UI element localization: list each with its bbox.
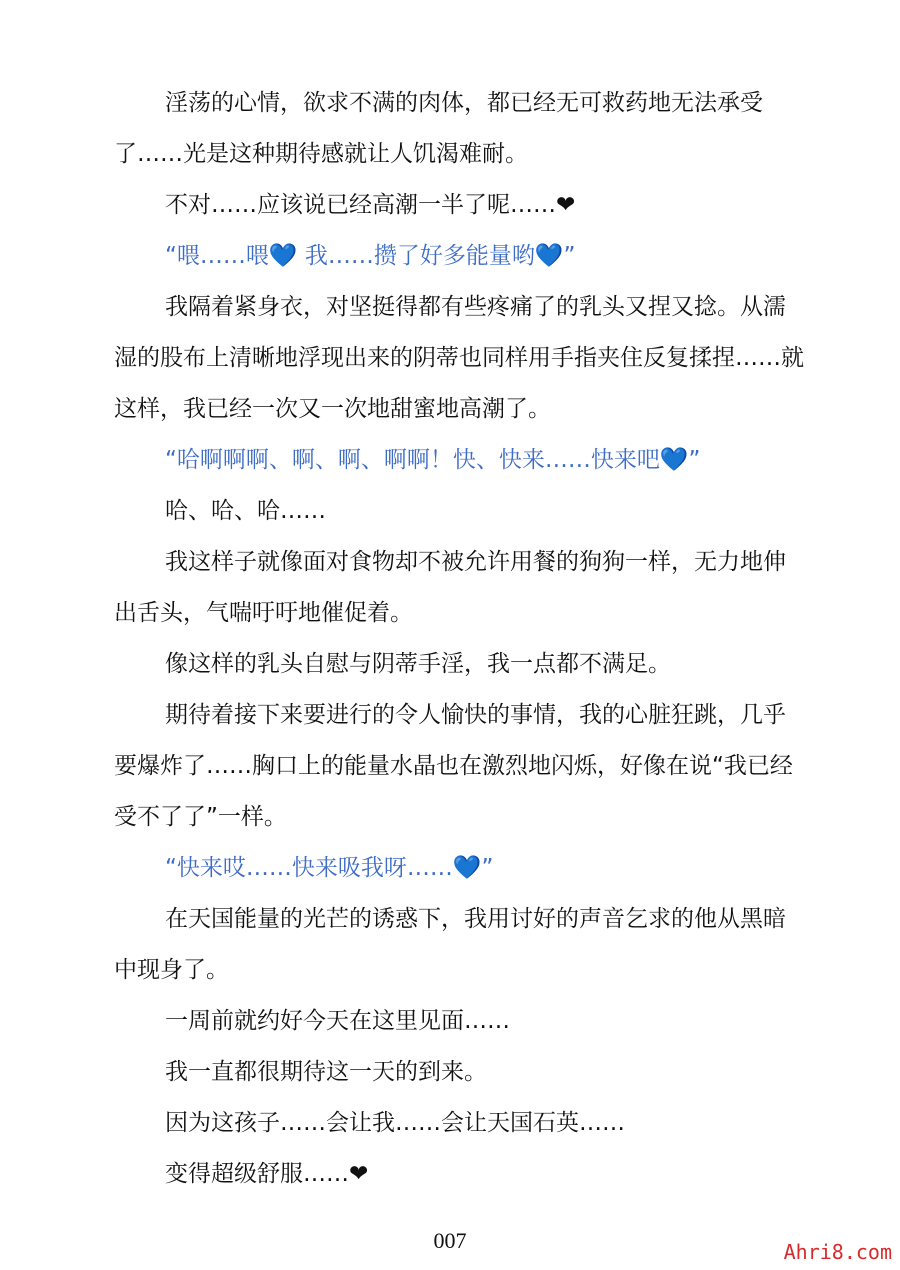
paragraph: 在天国能量的光芒的诱惑下，我用讨好的声音乞求的他从黑暗中现身了。 bbox=[114, 906, 786, 983]
paragraph: 期待着接下来要进行的令人愉快的事情，我的心脏狂跳，几乎要爆炸了……胸口上的能量水晶也在激烈地闪烁，好像在说“我已经受不了了”一样。 bbox=[114, 702, 793, 830]
text-body bbox=[114, 78, 804, 1200]
paragraph: 因为这孩子……会让我……会让天国石英…… bbox=[165, 1110, 625, 1136]
paragraph: 淫荡的心情，欲求不满的肉体，都已经无可救药地无法承受了……光是这种期待感就让人饥渴难耐。 bbox=[114, 90, 763, 167]
paragraph: 我隔着紧身衣，对坚挺得都有些疼痛了的乳头又捏又捻。从濡湿的股布上清晰地浮现出来的阴蒂也同样用手指夹住反复揉捏……就这样，我已经一次又一次地甜蜜地高潮了。 bbox=[114, 294, 804, 422]
paragraph: 一周前就约好今天在这里见面…… bbox=[165, 1008, 510, 1034]
page-number: 007 bbox=[433, 1228, 467, 1253]
dialog-line: “喂……喂💙 我……攒了好多能量哟💙” bbox=[165, 243, 576, 269]
paragraph: 像这样的乳头自慰与阴蒂手淫，我一点都不满足。 bbox=[165, 651, 671, 677]
paragraph: 哈、哈、哈…… bbox=[165, 498, 326, 524]
dialog-line: “哈啊啊啊、啊、啊、啊啊！快、快来……快来吧💙” bbox=[165, 447, 701, 473]
paragraph: 我这样子就像面对食物却不被允许用餐的狗狗一样，无力地伸出舌头，气喘吁吁地催促着。 bbox=[114, 549, 786, 626]
dialog-line: “快来哎……快来吸我呀……💙” bbox=[165, 855, 494, 881]
paragraph: 我一直都很期待这一天的到来。 bbox=[165, 1059, 487, 1085]
watermark: Ahri8.com bbox=[783, 1240, 892, 1264]
paragraph: 变得超级舒服……❤ bbox=[165, 1161, 369, 1187]
paragraph: 不对……应该说已经高潮一半了呢……❤ bbox=[165, 192, 576, 218]
